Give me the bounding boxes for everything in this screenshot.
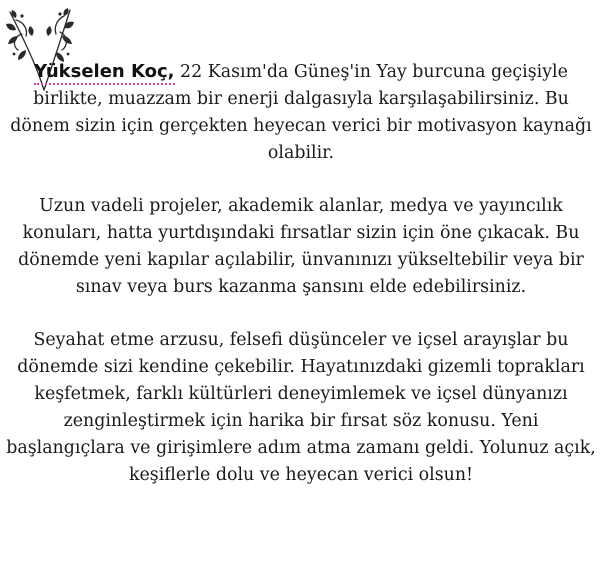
paragraph-1-text: 22 Kasım'da Güneş'in Yay burcuna geçişiyle birlikte, muazzam bir enerji dalgasıyla karşılaşabilirsiniz. Bu dönem sizin için gerçekten heyecan verici bir motivasyon kaynağı olabilir.	[10, 62, 592, 163]
paragraph-2: Uzun vadeli projeler, akademik alanlar, medya ve yayıncılık konuları, hatta yurtdışındaki fırsatlar sizin için öne çıkacak. Bu dönemde yeni kapılar açılabilir, ünvanınızı yükseltebilir veya bir sınav veya burs kazanma şansını elde edebilirsiniz.	[18, 196, 584, 297]
horoscope-text	[6, 58, 596, 515]
paragraph-3: Seyahat etme arzusu, felsefi düşünceler ve içsel arayışlar bu dönemde sizi kendine çekebilir. Hayatınızdaki gizemli toprakları keşfetmek, farklı kültürleri deneyimlemek ve içsel dünyanızı zenginleştirmek için harika bir fırsat söz konusu. Yeni başlangıçlara ve girişimlere adım atma zamanı geldi. Yolunuz açık, keşiflerle dolu ve heyecan verici olsun!	[6, 330, 596, 485]
paragraph-1	[6, 58, 596, 167]
highlighted-name: Yükselen Koç,	[34, 61, 174, 85]
